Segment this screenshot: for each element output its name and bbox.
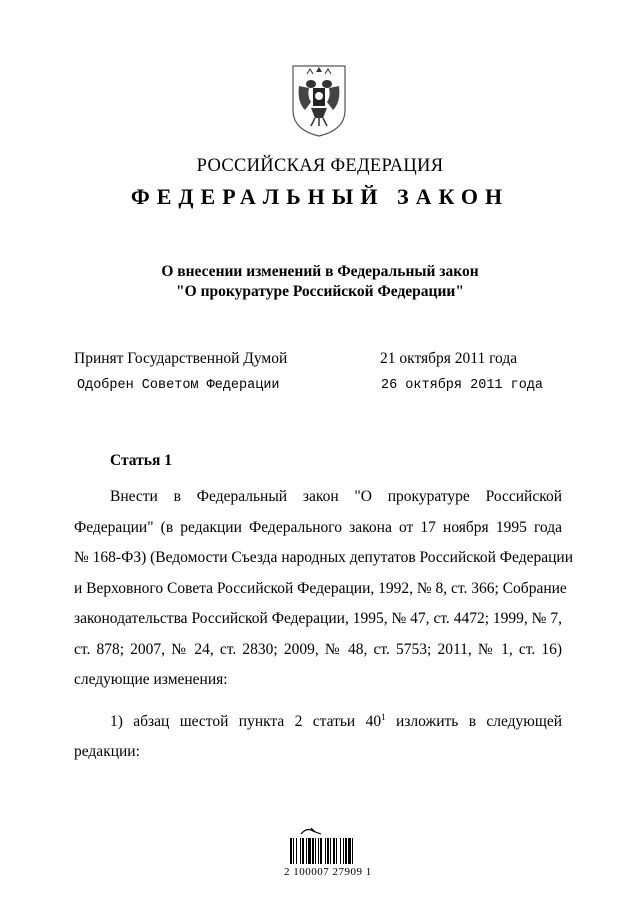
body-line-5: законодательства Российской Федерации, 1995, № 47, ст. 4472; 1999, № 7, (74, 610, 562, 627)
barcode-bar (333, 838, 335, 864)
barcode-icon (290, 838, 374, 864)
article-title: Статья 1 (110, 452, 172, 469)
item-1-line-1 (74, 707, 562, 738)
barcode-bar (300, 838, 301, 864)
body-line-4: и Верховного Совета Российской Федерации, 1992, № 8, ст. 366; Собрание (74, 579, 567, 597)
body-line-7: следующие изменения: (74, 671, 228, 688)
council-date: 26 октября 2011 года (381, 378, 544, 393)
duma-date: 21 октября 2011 года (380, 350, 518, 367)
country-name: РОССИЙСКАЯ ФЕДЕРАЦИЯ (196, 156, 444, 176)
barcode-bar (352, 838, 353, 864)
subject-line-2: "О прокуратуре Российской Федерации" (176, 283, 464, 300)
barcode-bar (340, 838, 341, 864)
body-line-6: ст. 878; 2007, № 24, ст. 2830; 2009, № 48, ст. 5753; 2011, № 1, ст. 16) (74, 640, 562, 658)
body-line-2: Федерации" (в редакции Федерального закона от 17 ноября 1995 года (74, 518, 562, 536)
barcode-bar (318, 838, 319, 864)
barcode-bar (308, 838, 311, 864)
barcode-bar (290, 838, 292, 864)
barcode-bar (345, 838, 347, 864)
barcode-number: 2 100007 27909 1 (284, 866, 372, 878)
item-1-text: 1) абзац шестой пункта 2 статьи 40 (110, 712, 382, 730)
barcode-bar (325, 838, 326, 864)
item-1-rest: изложить в следующей (395, 712, 562, 730)
barcode-bar (336, 838, 337, 864)
barcode-bar (348, 838, 351, 864)
council-label: Одобрен Советом Федерации (77, 378, 280, 393)
item-1-line-2: редакции: (74, 743, 140, 760)
barcode-bar (320, 838, 322, 864)
barcode-bar (343, 838, 344, 864)
law-type-title: ФЕДЕРАЛЬНЫЙ ЗАКОН (130, 184, 510, 209)
law-subject (0, 262, 640, 302)
barcode-bar (293, 838, 294, 864)
article-body (74, 482, 573, 768)
barcode-bar (330, 838, 331, 864)
barcode-bar (302, 838, 304, 864)
barcode-bar (315, 838, 316, 864)
duma-label: Принят Государственной Думой (74, 350, 288, 367)
item-1-superscript: 1 (381, 711, 386, 722)
russian-coat-of-arms-icon (287, 62, 351, 138)
barcode-bar (312, 838, 314, 864)
barcode-bar (296, 838, 297, 864)
subject-line-1: О внесении изменений в Федеральный закон (161, 263, 479, 280)
body-line-1: Внести в Федеральный закон "О прокуратуре Российской (110, 488, 562, 505)
barcode-bar (306, 838, 307, 864)
body-line-3: № 168-ФЗ) (Ведомости Съезда народных депутатов Российской Федерации (74, 549, 573, 566)
barcode-bar (327, 838, 329, 864)
barcode-mark-icon (299, 826, 323, 836)
